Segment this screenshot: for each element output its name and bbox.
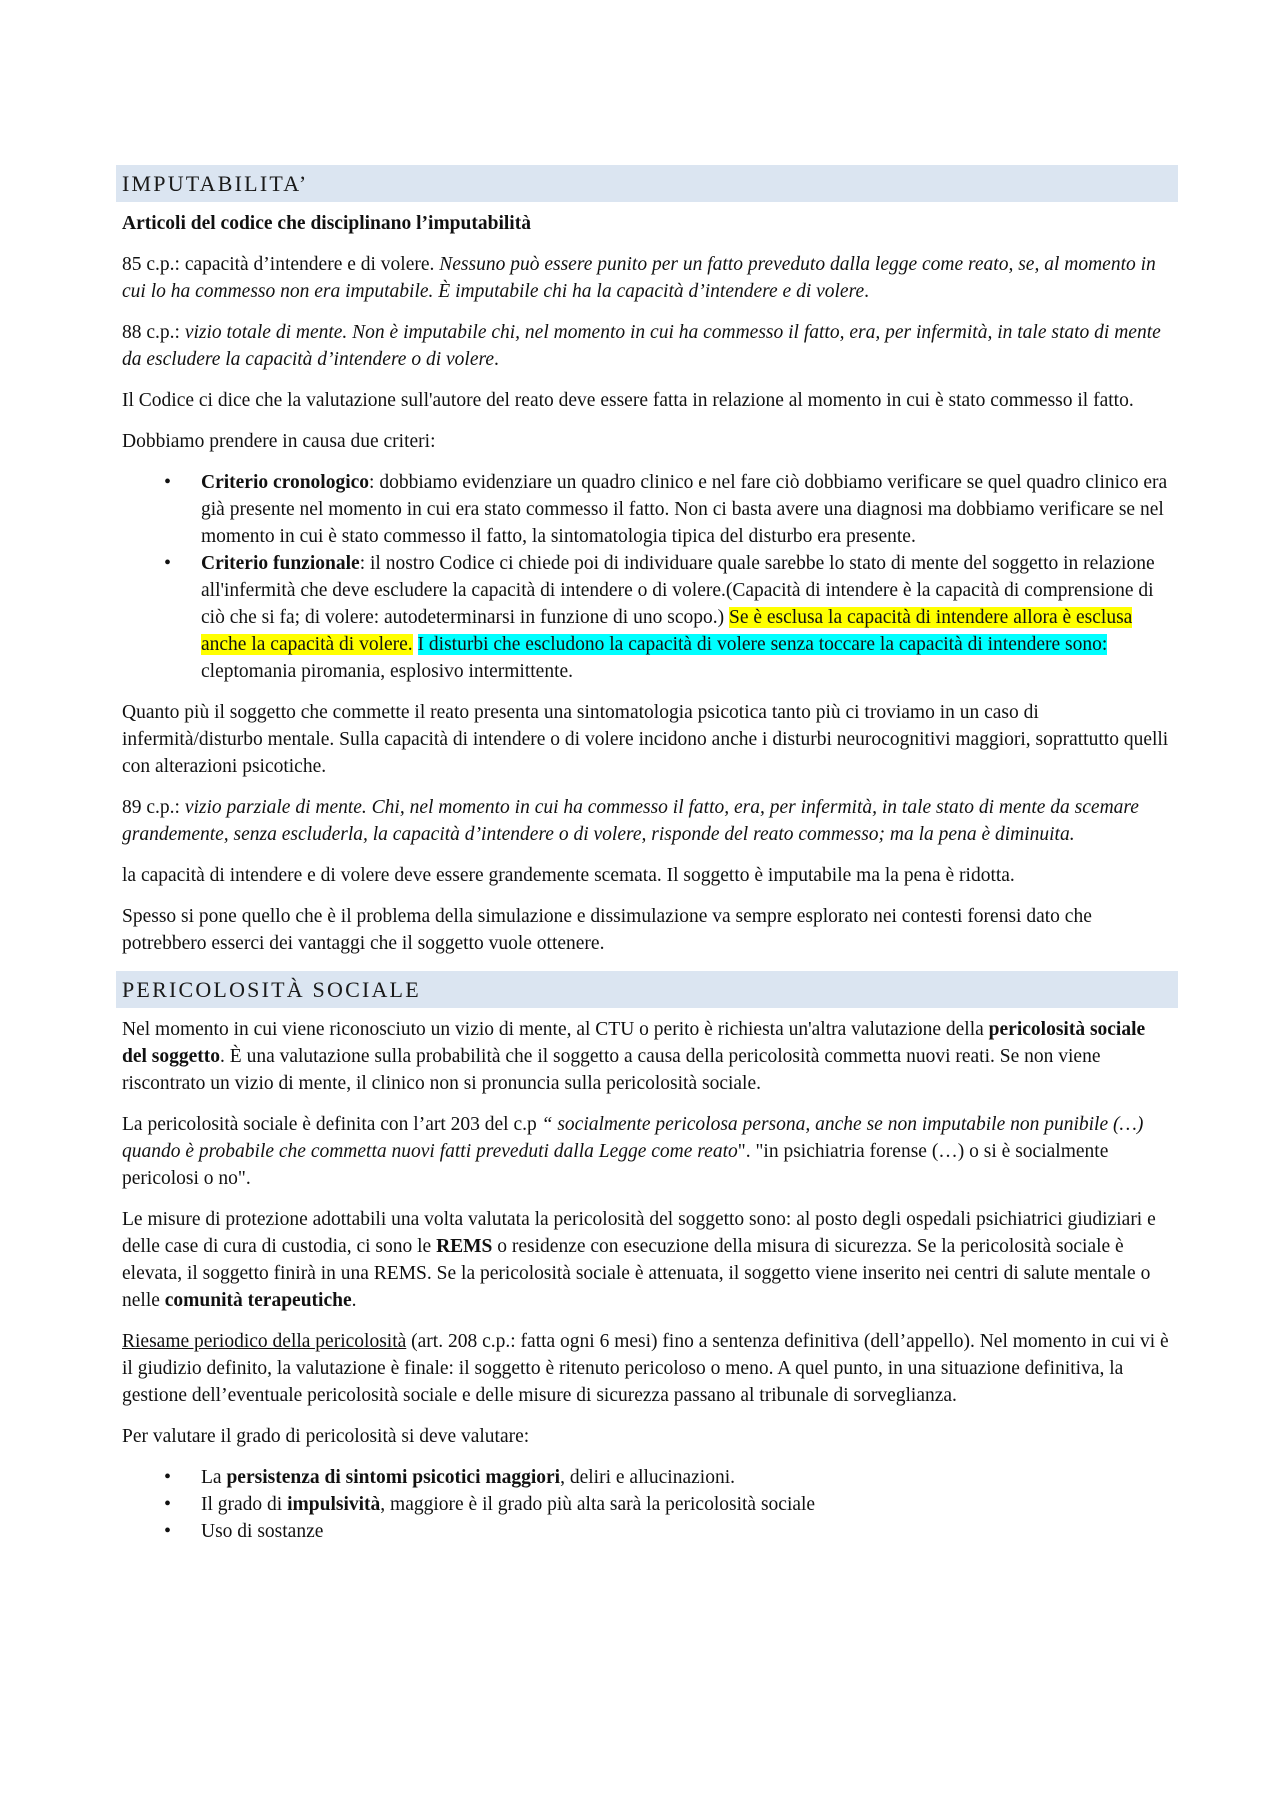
misure-text-b: o residenze con esecuzione della misura di sicurezza. Se la pericolosità sociale è elevata, il soggetto finirà in una REMS. Se la pericolosità sociale è attenuata, il soggetto viene inserito nei centri di salute mentale o nelle [122,1236,1151,1311]
section-heading-pericolosita: PERICOLOSITÀ SOCIALE [116,971,1178,1008]
subheading-articoli: Articoli del codice che disciplinano l’imputabilità [122,213,531,234]
art85-prefix: 85 c.p.: capacità d’intendere e di volere. [122,254,440,275]
misure-text-c: . [351,1290,357,1311]
art203-quote: “ socialmente pericolosa persona, anche se non imputabile non punibile (…) quando è probabile che commetta nuovi fatti preveduti dalla Legge come reato [122,1114,1144,1162]
art203-text-b: ". "in psichiatria forense (…) o si è socialmente pericolosi o no". [122,1141,1109,1189]
paragraph-codice: Il Codice ci dice che la valutazione sull'autore del reato deve essere fatta in relazione al momento in cui è stato commesso il fatto. [122,390,1134,411]
list-item-criterio-cronologico [122,469,1172,550]
momento-text-b: . È una valutazione sulla probabilità che il soggetto a causa della pericolosità commetta nuovi reati. Se non viene riscontrato un vizio di mente, il clinico non si pronuncia sulla pericolosità sociale. [122,1046,1101,1094]
paragraph-grado: Per valutare il grado di pericolosità si deve valutare: [122,1426,530,1447]
sostanze-text: Uso di sostanze [201,1521,324,1542]
persistenza-text-a: La [201,1467,227,1488]
list-item-sostanze [122,1518,1172,1545]
art203-text-a: La pericolosità sociale è definita con l’art 203 del c.p [122,1114,542,1135]
momento-text-a: Nel momento in cui viene riconosciuto un vizio di mente, al CTU o perito è richiesta un'altra valutazione della [122,1019,989,1040]
impulsivita-text-a: Il grado di [201,1494,288,1515]
paragraph-momento [122,1016,1172,1097]
art88-quote: vizio totale di mente. Non è imputabile chi, nel momento in cui ha commesso il fatto, era, per infermità, in tale stato di mente da escludere la capacità d’intendere o di volere [122,322,1161,370]
misure-text-a: Le misure di protezione adottabili una volta valutata la pericolosità del soggetto sono: al posto degli ospedali psichiatrici giudiziari e delle case di cura di custodia, ci sono le [122,1209,1156,1257]
art88-prefix: 88 c.p.: [122,322,185,343]
art85-quote: Nessuno può essere punito per un fatto preveduto dalla legge come reato, se, al momento in cui lo ha commesso non era imputabile. È imputabile chi ha la capacità d’intendere e di volere [122,254,1156,302]
list-item-criterio-funzionale [122,550,1172,685]
riesame-text: (art. 208 c.p.: fatta ogni 6 mesi) fino a sentenza definitiva (dell’appello). Nel momento in cui vi è il giudizio definito, la valutazione è finale: il soggetto è ritenuto pericoloso o meno. A quel punto, in una situazione definitiva, la gestione dell’eventuale pericolosità sociale e delle misure di sicurezza passano al tribunale di sorveglianza. [122,1331,1169,1406]
art85-suffix: . [864,281,869,302]
document-body [122,165,1172,1559]
criterio-cronologico-text: : dobbiamo evidenziare un quadro clinico e nel fare ciò dobbiamo verificare se quel quadro clinico era già presente nel momento in cui era stato commesso il fatto. Non ci basta avere una diagnosi ma dobbiamo verificare se nel momento in cui è stato commesso il fatto, la sintomatologia tipica del disturbo era presente. [201,472,1168,547]
paragraph-art203 [122,1111,1172,1192]
highlight-gap [413,634,418,655]
riesame-underlined: Riesame periodico della pericolosità [122,1331,407,1352]
highlight-yellow: Se è esclusa la capacità di intendere allora è esclusa anche la capacità di volere. [201,607,1133,655]
paragraph-quanto: Quanto più il soggetto che commette il reato presenta una sintomatologia psicotica tanto più ci troviamo in un caso di infermità/disturbo mentale. Sulla capacità di intendere o di volere incidono anche i disturbi neurocognitivi maggiori, soprattutto quelli con alterazioni psicotiche. [122,702,1169,777]
criterio-funzionale-text: : il nostro Codice ci chiede poi di individuare quale sarebbe lo stato di mente del soggetto in relazione all'infermità che deve escludere la capacità di intendere o di volere.(Capacità di intendere è la capacità di comprensione di ciò che si fa; di volere: autodeterminarsi in funzione di uno scopo.) [201,553,1155,628]
impulsivita-text-b: , maggiore è il grado più alta sarà la pericolosità sociale [380,1494,816,1515]
paragraph-misure [122,1206,1172,1314]
paragraph-criteri: Dobbiamo prendere in causa due criteri: [122,431,436,452]
misure-bold-rems: REMS [436,1236,493,1257]
criterio-cronologico-label: Criterio cronologico [201,472,370,493]
persistenza-bold: persistenza di sintomi psicotici maggiori [226,1467,561,1488]
paragraph-art85 [122,251,1172,305]
criterio-funzionale-label: Criterio funzionale [201,553,360,574]
impulsivita-bold: impulsività [287,1494,381,1515]
list-item-impulsivita [122,1491,1172,1518]
assessment-list [122,1464,1172,1545]
list-item-persistenza [122,1464,1172,1491]
highlight-cyan: I disturbi che escludono la capacità di volere senza toccare la capacità di intendere sono: [417,634,1108,655]
art88-suffix: . [494,349,499,370]
criteria-list [122,469,1172,685]
section-heading-imputabilita: IMPUTABILITA’ [116,165,1178,202]
art89-prefix: 89 c.p.: [122,797,185,818]
paragraph-scemata: la capacità di intendere e di volere deve essere grandemente scemata. Il soggetto è imputabile ma la pena è ridotta. [122,865,1015,886]
persistenza-text-b: , deliri e allucinazioni. [560,1467,735,1488]
paragraph-spesso: Spesso si pone quello che è il problema della simulazione e dissimulazione va sempre esplorato nei contesti forensi dato che potrebbero esserci dei vantaggi che il soggetto vuole ottenere. [122,906,1092,954]
misure-bold-comunita: comunità terapeutiche [164,1290,352,1311]
momento-bold: pericolosità sociale del soggetto [122,1019,1146,1067]
paragraph-riesame [122,1328,1172,1409]
paragraph-art89 [122,794,1172,848]
paragraph-art88 [122,319,1172,373]
art89-quote: vizio parziale di mente. Chi, nel momento in cui ha commesso il fatto, era, per infermità, in tale stato di mente da scemare grandemente, senza escluderla, la capacità d’intendere o di volere, risponde del reato commesso; ma la pena è diminuita. [122,797,1139,845]
criterio-funzionale-tail: cleptomania piromania, esplosivo intermittente. [201,661,574,682]
